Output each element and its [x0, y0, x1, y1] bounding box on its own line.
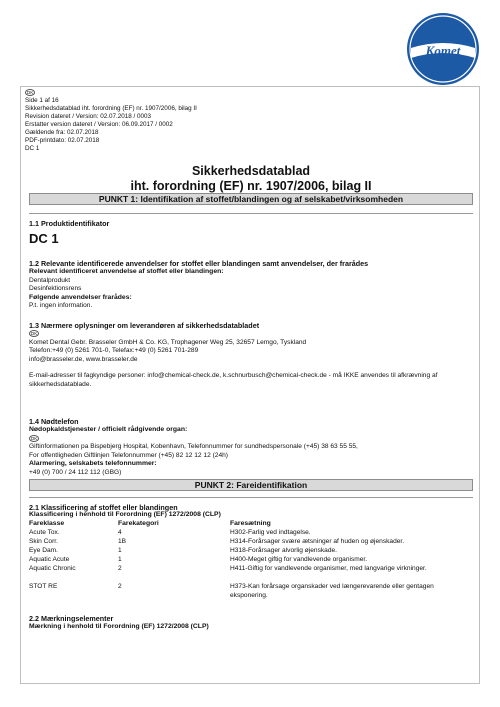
table-cell: 4 [118, 529, 122, 536]
language-badge: DK [31, 435, 38, 441]
table-cell: H314-Forårsager svære ætsninger af huden og øjenskader. [230, 538, 405, 545]
language-badge: DK [27, 90, 34, 95]
section-1-2 [29, 259, 368, 311]
header-line: PDF-printdato: 02.07.2018 [25, 137, 100, 144]
subheading: Følgende anvendelser frarådes: [29, 293, 132, 301]
heading-1-2: 1.2 Relevante identificerede anvendelser for stoffet eller blandingen samt anvendelser, der frarådes [29, 259, 369, 268]
table-header: Faresætning [230, 520, 271, 527]
heading-1-4: 1.4 Nødtelefon [29, 417, 79, 426]
text-line: +49 (0) 700 / 24 112 112 (GBG) [29, 468, 122, 476]
section-1-4 [29, 417, 358, 478]
subheading: Relevant identificeret anvendelse af stoffet eller blandingen: [29, 268, 224, 275]
table-cell: Acute Tox. [29, 529, 60, 536]
table-cell: H373-Kan forårsage organskader ved længerevarende eller gentagen eksponering. [230, 583, 434, 599]
table-cell: Skin Corr. [29, 538, 58, 545]
text-line: sikkerhedsdatablade. [29, 380, 92, 388]
text-line: Telefon:+49 (0) 5261 701-0, Telefax:+49 (0) 5261 701-289 [29, 347, 199, 355]
subheading: Klassificering i henhold til Forordning (EF) 1272/2008 (CLP) [29, 511, 221, 518]
text-line: P.t. ingen information. [29, 302, 93, 310]
table-cell: STOT RE [29, 583, 58, 590]
product-name: DC 1 [29, 231, 59, 246]
document-frame [20, 86, 480, 684]
text-line: For offentligheden Giftlinjen Telefonnummer (+45) 82 12 12 12 (24h) [29, 451, 228, 459]
doc-subtitle: iht. forordning (EF) nr. 1907/2006, bilag II [130, 179, 372, 193]
header-line: Side 1 af 16 [25, 97, 59, 104]
text-line: Komet Dental Gebr. Brasseler GmbH & Co. KG, Trophagener Weg 25, 32657 Lemgo, Tyskland [29, 338, 307, 346]
divider [29, 213, 473, 214]
text-line: Dentalprodukt [29, 276, 71, 284]
table-cell: 1 [118, 556, 122, 563]
header-line: Sikkerhedsdatablad iht. forordning (EF) nr. 1907/2006, bilag II [25, 105, 197, 112]
header-line: DC 1 [25, 145, 40, 152]
text-line: Desinfektionsrens [29, 285, 82, 293]
subheading: Mærkning i henhold til Forordning (EF) 1272/2008 (CLP) [29, 623, 209, 630]
table-cell: 2 [118, 583, 122, 590]
heading-2-2: 2.2 Mærkningselementer [29, 614, 114, 623]
table-cell: Eye Dam. [29, 547, 58, 554]
section-1-3 [29, 321, 437, 390]
header-line: Revision dateret / Version: 02.07.2018 / 0003 [25, 113, 152, 120]
table-cell: 1B [118, 538, 127, 545]
table-cell: H400-Meget giftig for vandlevende organismer. [230, 556, 368, 563]
language-badge: DK [31, 331, 38, 336]
logo-text: Komet [425, 43, 461, 58]
table-cell: H302-Farlig ved indtagelse. [230, 529, 311, 536]
table-cell: 2 [118, 565, 122, 572]
header-block [25, 89, 197, 153]
section-bar-punkt2: PUNKT 2: Fareidentifikation [29, 479, 473, 491]
table-cell: 1 [118, 547, 122, 554]
text-line: Giftinformationen pa Bispebjerg Hospital, Kobenhavn, Telefonnummer for sundhedspersonale (+45) 38 63 55 55, [29, 443, 358, 451]
table-cell: H318-Forårsager alvorlig øjenskade. [230, 547, 338, 554]
divider [29, 497, 473, 498]
heading-1-1: 1.1 Produktidentifikator [29, 219, 110, 228]
header-line: Gældende fra: 02.07.2018 [25, 129, 99, 136]
text-line: info@brasseler.de, www.brasseler.de [29, 355, 138, 363]
heading-2-1: 2.1 Klassificering af stoffet eller blandingen [29, 503, 178, 512]
komet-logo [406, 12, 480, 86]
header-line: Erstatter version dateret / Version: 06.09.2017 / 0002 [25, 121, 173, 128]
table-header: Fareklasse [29, 520, 65, 527]
table-cell: H411-Giftig for vandlevende organismer, med langvarige virkninger. [230, 565, 427, 572]
section-bar-punkt1: PUNKT 1: Identifikation af stoffet/blandingen og af selskabet/virksomheden [29, 193, 473, 205]
table-header: Farekategori [118, 520, 159, 527]
subheading: Nødopkaldstjenester / officielt rådgivende organ: [29, 426, 188, 433]
text-line: E-mail-adresser til fagkyndige personer: info@chemical-check.de, k.schnurbusch@chemical-check.de - må IKKE anvendes til afkrævning af [29, 372, 438, 380]
table-cell: Aquatic Acute [29, 556, 70, 563]
subheading: Alarmering, selskabets telefonnummer: [29, 460, 157, 468]
doc-title: Sikkerhedsdatablad [191, 164, 311, 178]
heading-1-3: 1.3 Nærmere oplysninger om leverandøren af sikkerhedsdatabladet [29, 321, 260, 330]
table-cell: Aquatic Chronic [29, 565, 76, 572]
